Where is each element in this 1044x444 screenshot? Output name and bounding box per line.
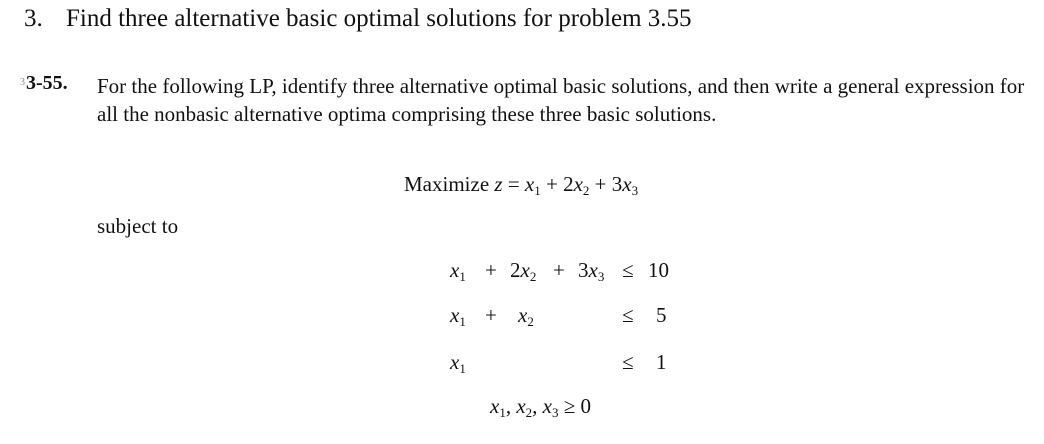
nonneg-var-3: x — [542, 394, 552, 418]
constraint-1-sub-3: 3 — [597, 269, 605, 284]
constraint-2-var-1: x — [450, 303, 460, 327]
nonneg-sub-1: 1 — [499, 405, 506, 420]
nonneg-sep-2: , — [532, 394, 538, 418]
nonneg-relation: ≥ — [563, 394, 576, 418]
constraint-1-op-1: + — [485, 258, 497, 282]
constraint-2-op-1: + — [485, 303, 497, 327]
constraint-2-sub-2: 2 — [527, 314, 534, 329]
constraint-1-relation: ≤ — [622, 258, 634, 282]
nonneg-var-2: x — [516, 394, 526, 418]
constraint-3-sub-1: 1 — [459, 361, 466, 376]
question-heading — [24, 5, 692, 33]
nonneg-sub-3: 3 — [551, 405, 559, 420]
objective-op-1: + — [546, 172, 558, 196]
constraint-1-term-2 — [510, 258, 536, 285]
constraint-3-relation: ≤ — [622, 350, 634, 374]
objective-term-1-var: x — [524, 172, 535, 196]
objective-equals: = — [507, 172, 520, 196]
subject-to-label: subject to — [97, 214, 179, 238]
objective-term-2-coef: 2 — [563, 172, 574, 196]
problem-statement: For the following LP, identify three alternative optimal basic solutions, and then write a general expression for all the nonbasic alternative optima comprising these three basic solutions. — [97, 74, 1025, 126]
nonneg-sep-1: , — [505, 394, 512, 418]
objective-variable: z — [494, 172, 503, 196]
problem-marker: 3 — [20, 77, 25, 88]
constraint-1-term-1 — [450, 258, 466, 285]
objective-term-3-sub: 3 — [631, 183, 639, 198]
objective-op-2: + — [594, 172, 607, 196]
constraint-row-2 — [0, 303, 1044, 333]
constraint-1-var-2: x — [520, 258, 530, 282]
objective-term-3-var: x — [622, 172, 632, 196]
constraint-1-var-1: x — [450, 258, 460, 282]
constraint-1-rhs: 10 — [648, 258, 669, 282]
nonneg-rhs: 0 — [580, 394, 592, 418]
constraint-2-var-2: x — [518, 303, 528, 327]
objective-label: Maximize — [404, 172, 490, 196]
constraint-3-rhs: 1 — [656, 350, 667, 374]
constraint-row-1 — [0, 258, 1044, 288]
constraint-1-var-3: x — [588, 258, 598, 282]
objective-function — [404, 172, 638, 199]
constraint-3-term-1 — [450, 350, 466, 377]
constraint-1-sub-2: 2 — [529, 269, 537, 284]
constraint-2-relation: ≤ — [622, 303, 634, 327]
objective-term-3-coef: 3 — [611, 172, 623, 196]
nonneg-sub-2: 2 — [525, 405, 533, 420]
question-number: 3. — [24, 5, 43, 32]
constraint-1-coef-3: 3 — [578, 258, 589, 282]
constraint-1-coef-2: 2 — [510, 258, 521, 282]
constraint-2-sub-1: 1 — [459, 314, 466, 329]
nonneg-var-1: x — [490, 394, 500, 418]
constraint-1-term-3 — [578, 258, 604, 285]
objective-term-2-var: x — [573, 172, 583, 196]
constraint-2-term-1 — [450, 303, 466, 330]
constraint-1-op-2: + — [553, 258, 565, 282]
question-text: Find three alternative basic optimal solutions for problem 3.55 — [66, 5, 692, 32]
constraint-2-rhs: 5 — [656, 303, 667, 327]
nonnegativity-constraint — [490, 394, 591, 421]
constraint-3-var-1: x — [450, 350, 460, 374]
constraint-1-sub-1: 1 — [459, 269, 466, 284]
problem-number-label: 3-55. — [26, 72, 68, 94]
problem-number — [20, 72, 68, 95]
objective-term-2-sub: 2 — [582, 183, 590, 198]
constraint-2-term-2 — [518, 303, 534, 330]
constraint-row-3 — [0, 350, 1044, 380]
objective-term-1-sub: 1 — [534, 183, 541, 198]
